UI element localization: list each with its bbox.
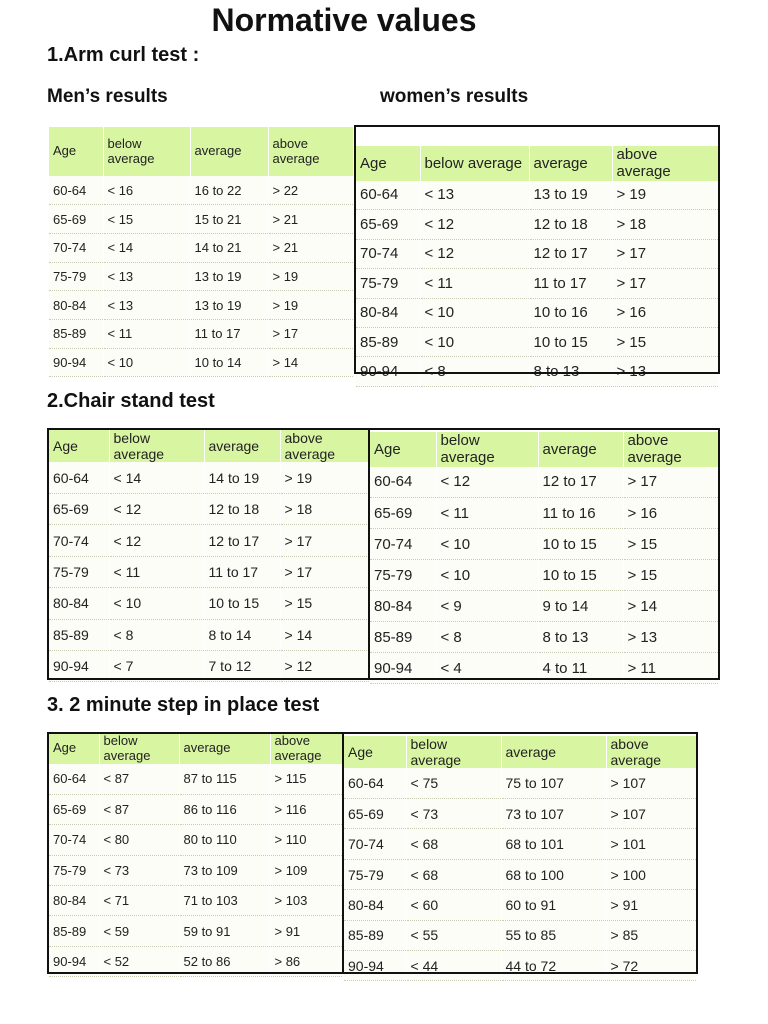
cell-age: 90-94 xyxy=(344,951,406,981)
cell-age: 90-94 xyxy=(49,651,109,682)
cell-below-average: < 7 xyxy=(109,651,204,682)
cell-below-average: < 75 xyxy=(406,768,501,798)
table-row xyxy=(49,205,353,234)
table-row xyxy=(49,319,353,348)
table-row xyxy=(49,885,342,915)
cell-age: 70-74 xyxy=(370,529,436,560)
cell-age: 65-69 xyxy=(49,205,103,234)
cell-age: 75-79 xyxy=(49,556,109,587)
cell-age: 60-64 xyxy=(370,467,436,498)
step-test-men-table xyxy=(49,734,343,977)
cell-above-average: > 16 xyxy=(623,498,718,529)
cell-average: 11 to 17 xyxy=(529,269,612,298)
cell-above-average: > 17 xyxy=(623,467,718,498)
header-average: average xyxy=(501,736,606,768)
cell-average: 8 to 14 xyxy=(204,619,280,650)
cell-below-average: < 12 xyxy=(109,525,204,556)
cell-age: 60-64 xyxy=(49,764,99,794)
cell-age: 85-89 xyxy=(344,920,406,950)
header-below-average: below average xyxy=(99,734,179,764)
cell-above-average: > 11 xyxy=(623,653,718,684)
table-row xyxy=(49,176,353,205)
cell-above-average: > 18 xyxy=(612,210,718,239)
cell-average: 15 to 21 xyxy=(190,205,268,234)
cell-average: 13 to 19 xyxy=(190,291,268,320)
cell-age: 80-84 xyxy=(344,890,406,920)
cell-average: 80 to 110 xyxy=(179,825,270,855)
cell-age: 65-69 xyxy=(49,794,99,824)
header-average: average xyxy=(529,146,612,181)
table-row xyxy=(370,529,718,560)
cell-age: 65-69 xyxy=(356,210,420,239)
cell-above-average: > 14 xyxy=(280,619,369,650)
cell-average: 9 to 14 xyxy=(538,591,623,622)
cell-above-average: > 91 xyxy=(270,916,342,946)
header-below-average: below average xyxy=(436,432,538,467)
cell-age: 90-94 xyxy=(370,653,436,684)
chair-stand-women-table xyxy=(370,432,719,684)
cell-age: 80-84 xyxy=(49,588,109,619)
cell-below-average: < 10 xyxy=(436,529,538,560)
table-row xyxy=(344,829,696,859)
cell-above-average: > 85 xyxy=(606,920,696,950)
header-average: average xyxy=(179,734,270,764)
cell-above-average: > 18 xyxy=(280,494,369,525)
cell-age: 85-89 xyxy=(49,319,103,348)
cell-below-average: < 14 xyxy=(109,462,204,493)
table-row xyxy=(49,291,353,320)
table-row xyxy=(49,651,369,682)
cell-below-average: < 10 xyxy=(109,588,204,619)
table-row xyxy=(344,890,696,920)
table-row xyxy=(49,794,342,824)
table-row xyxy=(356,181,718,210)
cell-average: 59 to 91 xyxy=(179,916,270,946)
table-row xyxy=(49,494,369,525)
header-above-average: above average xyxy=(270,734,342,764)
section-heading-step-test: 3. 2 minute step in place test xyxy=(47,694,320,716)
cell-above-average: > 19 xyxy=(268,262,353,291)
header-average: average xyxy=(204,430,280,462)
cell-below-average: < 11 xyxy=(103,319,190,348)
table-row xyxy=(344,951,696,981)
header-average: average xyxy=(190,127,268,176)
step-test-divider xyxy=(342,733,344,973)
cell-below-average: < 10 xyxy=(420,298,529,327)
cell-average: 10 to 15 xyxy=(538,529,623,560)
cell-age: 75-79 xyxy=(370,560,436,591)
cell-below-average: < 68 xyxy=(406,859,501,889)
page-title: Normative values xyxy=(211,2,477,38)
header-age: Age xyxy=(344,736,406,768)
cell-below-average: < 13 xyxy=(103,291,190,320)
cell-below-average: < 8 xyxy=(420,357,529,386)
table-row xyxy=(344,920,696,950)
cell-average: 7 to 12 xyxy=(204,651,280,682)
cell-below-average: < 12 xyxy=(436,467,538,498)
header-age: Age xyxy=(49,127,103,176)
cell-above-average: > 109 xyxy=(270,855,342,885)
cell-average: 10 to 14 xyxy=(190,348,268,377)
cell-average: 68 to 100 xyxy=(501,859,606,889)
table-row xyxy=(356,239,718,268)
cell-age: 65-69 xyxy=(49,494,109,525)
header-above-average: above average xyxy=(606,736,696,768)
cell-above-average: > 13 xyxy=(612,357,718,386)
cell-below-average: < 52 xyxy=(99,946,179,976)
cell-average: 11 to 16 xyxy=(538,498,623,529)
cell-above-average: > 103 xyxy=(270,885,342,915)
header-below-average: below average xyxy=(103,127,190,176)
cell-average: 10 to 15 xyxy=(529,327,612,356)
cell-below-average: < 80 xyxy=(99,825,179,855)
cell-average: 86 to 116 xyxy=(179,794,270,824)
cell-age: 75-79 xyxy=(356,269,420,298)
cell-average: 13 to 19 xyxy=(190,262,268,291)
cell-above-average: > 14 xyxy=(623,591,718,622)
table-row xyxy=(49,825,342,855)
chair-stand-divider xyxy=(368,429,370,679)
header-age: Age xyxy=(356,146,420,181)
header-above-average: above average xyxy=(623,432,718,467)
section-heading-chair-stand: 2.Chair stand test xyxy=(47,390,215,412)
table-row xyxy=(49,262,353,291)
cell-below-average: < 15 xyxy=(103,205,190,234)
cell-above-average: > 17 xyxy=(612,269,718,298)
cell-average: 8 to 13 xyxy=(529,357,612,386)
cell-age: 85-89 xyxy=(356,327,420,356)
cell-above-average: > 15 xyxy=(612,327,718,356)
table-row xyxy=(49,525,369,556)
cell-age: 70-74 xyxy=(344,829,406,859)
cell-average: 12 to 17 xyxy=(529,239,612,268)
cell-age: 80-84 xyxy=(356,298,420,327)
table-row xyxy=(49,588,369,619)
header-above-average: above average xyxy=(268,127,353,176)
table-row xyxy=(356,327,718,356)
cell-age: 65-69 xyxy=(370,498,436,529)
cell-below-average: < 10 xyxy=(436,560,538,591)
header-age: Age xyxy=(49,734,99,764)
table-row xyxy=(49,462,369,493)
table-row xyxy=(370,591,718,622)
table-row xyxy=(370,467,718,498)
cell-below-average: < 12 xyxy=(109,494,204,525)
cell-below-average: < 59 xyxy=(99,916,179,946)
cell-below-average: < 55 xyxy=(406,920,501,950)
arm-curl-men-table xyxy=(49,127,354,377)
cell-average: 14 to 21 xyxy=(190,233,268,262)
table-row xyxy=(49,916,342,946)
table-row xyxy=(356,298,718,327)
cell-below-average: < 13 xyxy=(420,181,529,210)
cell-below-average: < 10 xyxy=(420,327,529,356)
cell-below-average: < 14 xyxy=(103,233,190,262)
table-row xyxy=(344,799,696,829)
cell-above-average: > 21 xyxy=(268,205,353,234)
cell-below-average: < 4 xyxy=(436,653,538,684)
cell-above-average: > 107 xyxy=(606,799,696,829)
cell-below-average: < 71 xyxy=(99,885,179,915)
cell-age: 70-74 xyxy=(49,825,99,855)
cell-average: 12 to 18 xyxy=(204,494,280,525)
cell-average: 10 to 16 xyxy=(529,298,612,327)
cell-age: 85-89 xyxy=(370,622,436,653)
cell-age: 80-84 xyxy=(49,291,103,320)
cell-above-average: > 91 xyxy=(606,890,696,920)
cell-above-average: > 15 xyxy=(280,588,369,619)
cell-above-average: > 110 xyxy=(270,825,342,855)
cell-average: 12 to 18 xyxy=(529,210,612,239)
women-results-label: women’s results xyxy=(380,86,529,107)
cell-average: 10 to 15 xyxy=(538,560,623,591)
header-age: Age xyxy=(370,432,436,467)
step-test-women-table xyxy=(344,736,697,981)
cell-average: 12 to 17 xyxy=(538,467,623,498)
cell-age: 75-79 xyxy=(344,859,406,889)
cell-average: 16 to 22 xyxy=(190,176,268,205)
cell-above-average: > 17 xyxy=(280,556,369,587)
cell-above-average: > 107 xyxy=(606,768,696,798)
chair-stand-men-table xyxy=(49,430,370,682)
header-above-average: above average xyxy=(612,146,718,181)
table-row xyxy=(49,946,342,976)
cell-above-average: > 17 xyxy=(280,525,369,556)
cell-average: 12 to 17 xyxy=(204,525,280,556)
cell-below-average: < 87 xyxy=(99,764,179,794)
arm-curl-women-table xyxy=(356,146,719,387)
header-age: Age xyxy=(49,430,109,462)
cell-age: 90-94 xyxy=(49,348,103,377)
cell-average: 11 to 17 xyxy=(190,319,268,348)
cell-above-average: > 115 xyxy=(270,764,342,794)
cell-above-average: > 17 xyxy=(268,319,353,348)
section-heading-arm-curl: 1.Arm curl test : xyxy=(47,44,200,66)
table-row xyxy=(344,768,696,798)
cell-above-average: > 13 xyxy=(623,622,718,653)
cell-age: 75-79 xyxy=(49,855,99,885)
cell-below-average: < 11 xyxy=(420,269,529,298)
cell-above-average: > 15 xyxy=(623,529,718,560)
cell-above-average: > 86 xyxy=(270,946,342,976)
cell-average: 11 to 17 xyxy=(204,556,280,587)
cell-below-average: < 73 xyxy=(406,799,501,829)
cell-below-average: < 12 xyxy=(420,239,529,268)
cell-age: 70-74 xyxy=(356,239,420,268)
header-below-average: below average xyxy=(420,146,529,181)
cell-above-average: > 100 xyxy=(606,859,696,889)
table-row xyxy=(49,764,342,794)
table-row xyxy=(344,859,696,889)
cell-below-average: < 60 xyxy=(406,890,501,920)
cell-age: 90-94 xyxy=(49,946,99,976)
table-row xyxy=(370,560,718,591)
cell-above-average: > 16 xyxy=(612,298,718,327)
cell-age: 60-64 xyxy=(49,462,109,493)
cell-below-average: < 68 xyxy=(406,829,501,859)
cell-average: 8 to 13 xyxy=(538,622,623,653)
cell-below-average: < 73 xyxy=(99,855,179,885)
table-row xyxy=(356,210,718,239)
cell-average: 73 to 107 xyxy=(501,799,606,829)
cell-above-average: > 19 xyxy=(612,181,718,210)
cell-age: 85-89 xyxy=(49,619,109,650)
cell-below-average: < 11 xyxy=(109,556,204,587)
table-row xyxy=(49,619,369,650)
cell-age: 90-94 xyxy=(356,357,420,386)
cell-above-average: > 101 xyxy=(606,829,696,859)
cell-below-average: < 8 xyxy=(109,619,204,650)
cell-below-average: < 16 xyxy=(103,176,190,205)
cell-above-average: > 15 xyxy=(623,560,718,591)
table-row xyxy=(49,233,353,262)
table-row xyxy=(370,498,718,529)
header-below-average: below average xyxy=(109,430,204,462)
header-above-average: above average xyxy=(280,430,369,462)
cell-age: 65-69 xyxy=(344,799,406,829)
men-results-label: Men’s results xyxy=(47,86,168,107)
cell-age: 85-89 xyxy=(49,916,99,946)
cell-age: 70-74 xyxy=(49,525,109,556)
table-row xyxy=(356,357,718,386)
cell-age: 80-84 xyxy=(49,885,99,915)
cell-above-average: > 22 xyxy=(268,176,353,205)
cell-above-average: > 19 xyxy=(280,462,369,493)
cell-above-average: > 21 xyxy=(268,233,353,262)
cell-below-average: < 87 xyxy=(99,794,179,824)
header-average: average xyxy=(538,432,623,467)
cell-below-average: < 12 xyxy=(420,210,529,239)
cell-below-average: < 9 xyxy=(436,591,538,622)
cell-above-average: > 19 xyxy=(268,291,353,320)
cell-above-average: > 116 xyxy=(270,794,342,824)
cell-age: 60-64 xyxy=(344,768,406,798)
header-below-average: below average xyxy=(406,736,501,768)
cell-age: 70-74 xyxy=(49,233,103,262)
cell-below-average: < 8 xyxy=(436,622,538,653)
cell-average: 52 to 86 xyxy=(179,946,270,976)
cell-average: 4 to 11 xyxy=(538,653,623,684)
cell-below-average: < 13 xyxy=(103,262,190,291)
table-row xyxy=(49,556,369,587)
cell-above-average: > 17 xyxy=(612,239,718,268)
cell-average: 13 to 19 xyxy=(529,181,612,210)
cell-above-average: > 14 xyxy=(268,348,353,377)
cell-age: 80-84 xyxy=(370,591,436,622)
cell-average: 73 to 109 xyxy=(179,855,270,885)
cell-below-average: < 44 xyxy=(406,951,501,981)
table-row xyxy=(49,348,353,377)
cell-average: 68 to 101 xyxy=(501,829,606,859)
cell-average: 10 to 15 xyxy=(204,588,280,619)
cell-age: 60-64 xyxy=(49,176,103,205)
cell-average: 60 to 91 xyxy=(501,890,606,920)
cell-age: 75-79 xyxy=(49,262,103,291)
cell-age: 60-64 xyxy=(356,181,420,210)
table-row xyxy=(49,855,342,885)
cell-above-average: > 72 xyxy=(606,951,696,981)
table-row xyxy=(370,622,718,653)
cell-average: 75 to 107 xyxy=(501,768,606,798)
table-row xyxy=(356,269,718,298)
cell-below-average: < 10 xyxy=(103,348,190,377)
cell-below-average: < 11 xyxy=(436,498,538,529)
cell-average: 71 to 103 xyxy=(179,885,270,915)
cell-average: 14 to 19 xyxy=(204,462,280,493)
cell-average: 87 to 115 xyxy=(179,764,270,794)
cell-average: 44 to 72 xyxy=(501,951,606,981)
table-row xyxy=(370,653,718,684)
cell-above-average: > 12 xyxy=(280,651,369,682)
cell-average: 55 to 85 xyxy=(501,920,606,950)
